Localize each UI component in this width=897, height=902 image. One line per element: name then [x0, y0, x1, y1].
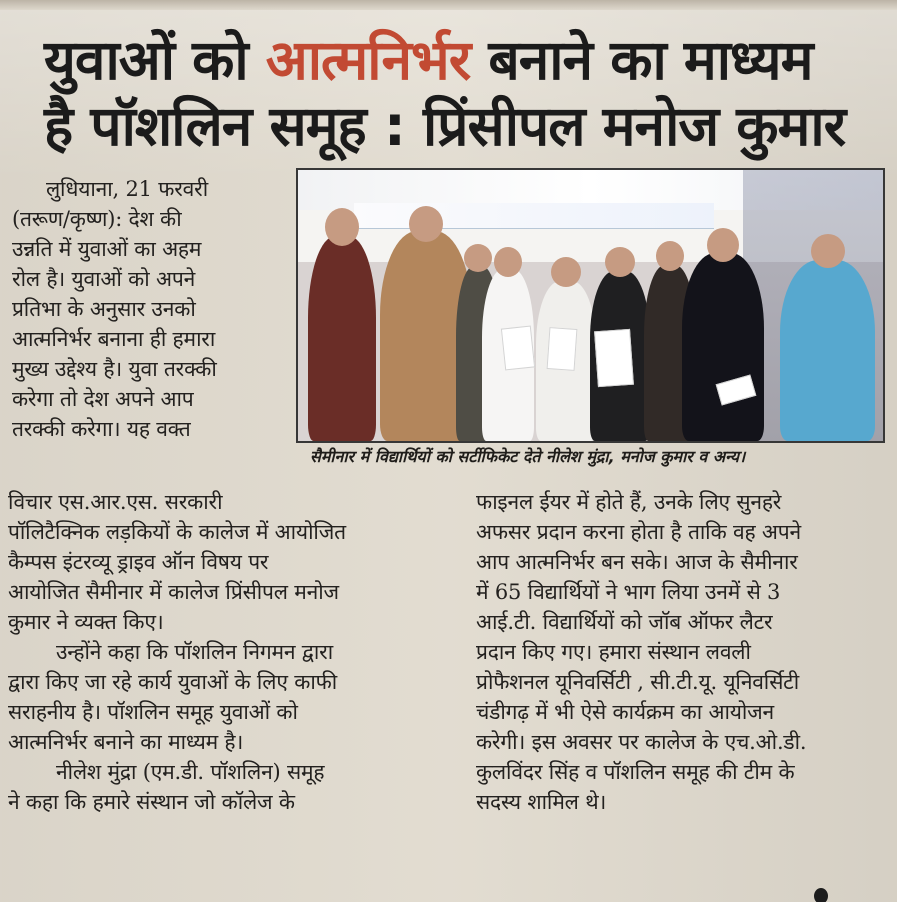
article-line: सराहनीय है। पॉशलिन समूह युवाओं को [8, 700, 298, 724]
certificate-paper [501, 326, 535, 371]
article-line: आई.टी. विद्यार्थियों को जॉब ऑफर लैटर [476, 610, 773, 634]
page-dot-mark [814, 888, 828, 902]
article-line: द्वारा किए जा रहे कार्य युवाओं के लिए काफी [8, 670, 338, 694]
headline-line-1-suffix: बनाने का माध्यम [470, 28, 813, 92]
article-line: नीलेश मुंद्रा (एम.डी. पॉशलिन) समूह [56, 760, 325, 784]
article-line: रोल है। युवाओं को अपने [12, 267, 196, 291]
news-photo [296, 168, 885, 443]
article-line: आत्मनिर्भर बनाना ही हमारा [12, 327, 216, 351]
photo-person-9 [780, 260, 875, 441]
article-line: में 65 विद्यार्थियों ने भाग लिया उनमें से 3 [476, 580, 781, 604]
article-line: उन्होंने कहा कि पॉशलिन निगमन द्वारा [56, 640, 333, 664]
page-top-edge [0, 0, 897, 10]
article-line: (तरूण/कृष्ण): देश की [12, 207, 182, 231]
article-line: मुख्य उद्देश्य है। युवा तरक्की [12, 357, 217, 381]
photo-person-1 [308, 236, 376, 441]
article-line: चंडीगढ़ में भी ऐसे कार्यक्रम का आयोजन [476, 700, 774, 724]
article-left-bottom-column [8, 487, 442, 817]
article-left-top-column [12, 174, 292, 444]
article-line: कुमार ने व्यक्त किए। [8, 610, 164, 634]
article-line: फाइनल ईयर में होते हैं, उनके लिए सुनहरे [476, 490, 782, 514]
article-line: ने कहा कि हमारे संस्थान जो कॉलेज के [8, 790, 295, 814]
article-line: प्रतिभा के अनुसार उनको [12, 297, 196, 321]
photo-banner [354, 203, 714, 229]
article-line: करेगी। इस अवसर पर कालेज के एच.ओ.डी. [476, 730, 807, 754]
photo-person-8 [682, 253, 764, 441]
article-line: विचार एस.आर.एस. सरकारी [8, 490, 223, 514]
article-right-column [476, 487, 896, 817]
article-line: कैम्पस इंटरव्यू ड्राइव ऑन विषय पर [8, 550, 269, 574]
article-line: आयोजित सैमीनार में कालेज प्रिंसीपल मनोज [8, 580, 339, 604]
article-line: करेगा तो देश अपने आप [12, 387, 194, 411]
article-line: कुलविंदर सिंह व पॉशलिन समूह की टीम के [476, 760, 795, 784]
article-line: तरक्की करेगा। यह वक्त [12, 417, 191, 441]
headline-line-1 [44, 28, 868, 92]
article-line: पॉलिटैक्निक लड़कियों के कालेज में आयोजित [8, 520, 346, 544]
headline [44, 28, 868, 158]
article-line: सदस्य शामिल थे। [476, 790, 607, 814]
certificate-paper [547, 327, 578, 371]
certificate-paper [594, 329, 634, 387]
article-line: आत्मनिर्भर बनाने का माध्यम है। [8, 730, 244, 754]
headline-line-1-prefix: युवाओं को [44, 28, 266, 92]
headline-line-2: है पॉशलिन समूह : प्रिंसीपल मनोज कुमार [44, 93, 846, 158]
headline-accent-word: आत्मनिर्भर [265, 28, 471, 92]
article-line: अफसर प्रदान करना होता है ताकि वह अपने [476, 520, 801, 544]
photo-caption: सैमीनार में विद्यार्थियों को सर्टीफिकेट देते नीलेश मुंद्रा, मनोज कुमार व अन्य। [310, 447, 746, 466]
article-line: प्रदान किए गए। हमारा संस्थान लवली [476, 640, 751, 664]
article-line: उन्नति में युवाओं का अहम [12, 237, 202, 261]
article-line: आप आत्मनिर्भर बन सके। आज के सैमीनार [476, 550, 798, 574]
article-line: प्रोफैशनल यूनिवर्सिटी , सी.टी.यू. यूनिवर्सिटी [476, 670, 800, 694]
article-line: लुधियाना, 21 फरवरी [46, 177, 208, 201]
